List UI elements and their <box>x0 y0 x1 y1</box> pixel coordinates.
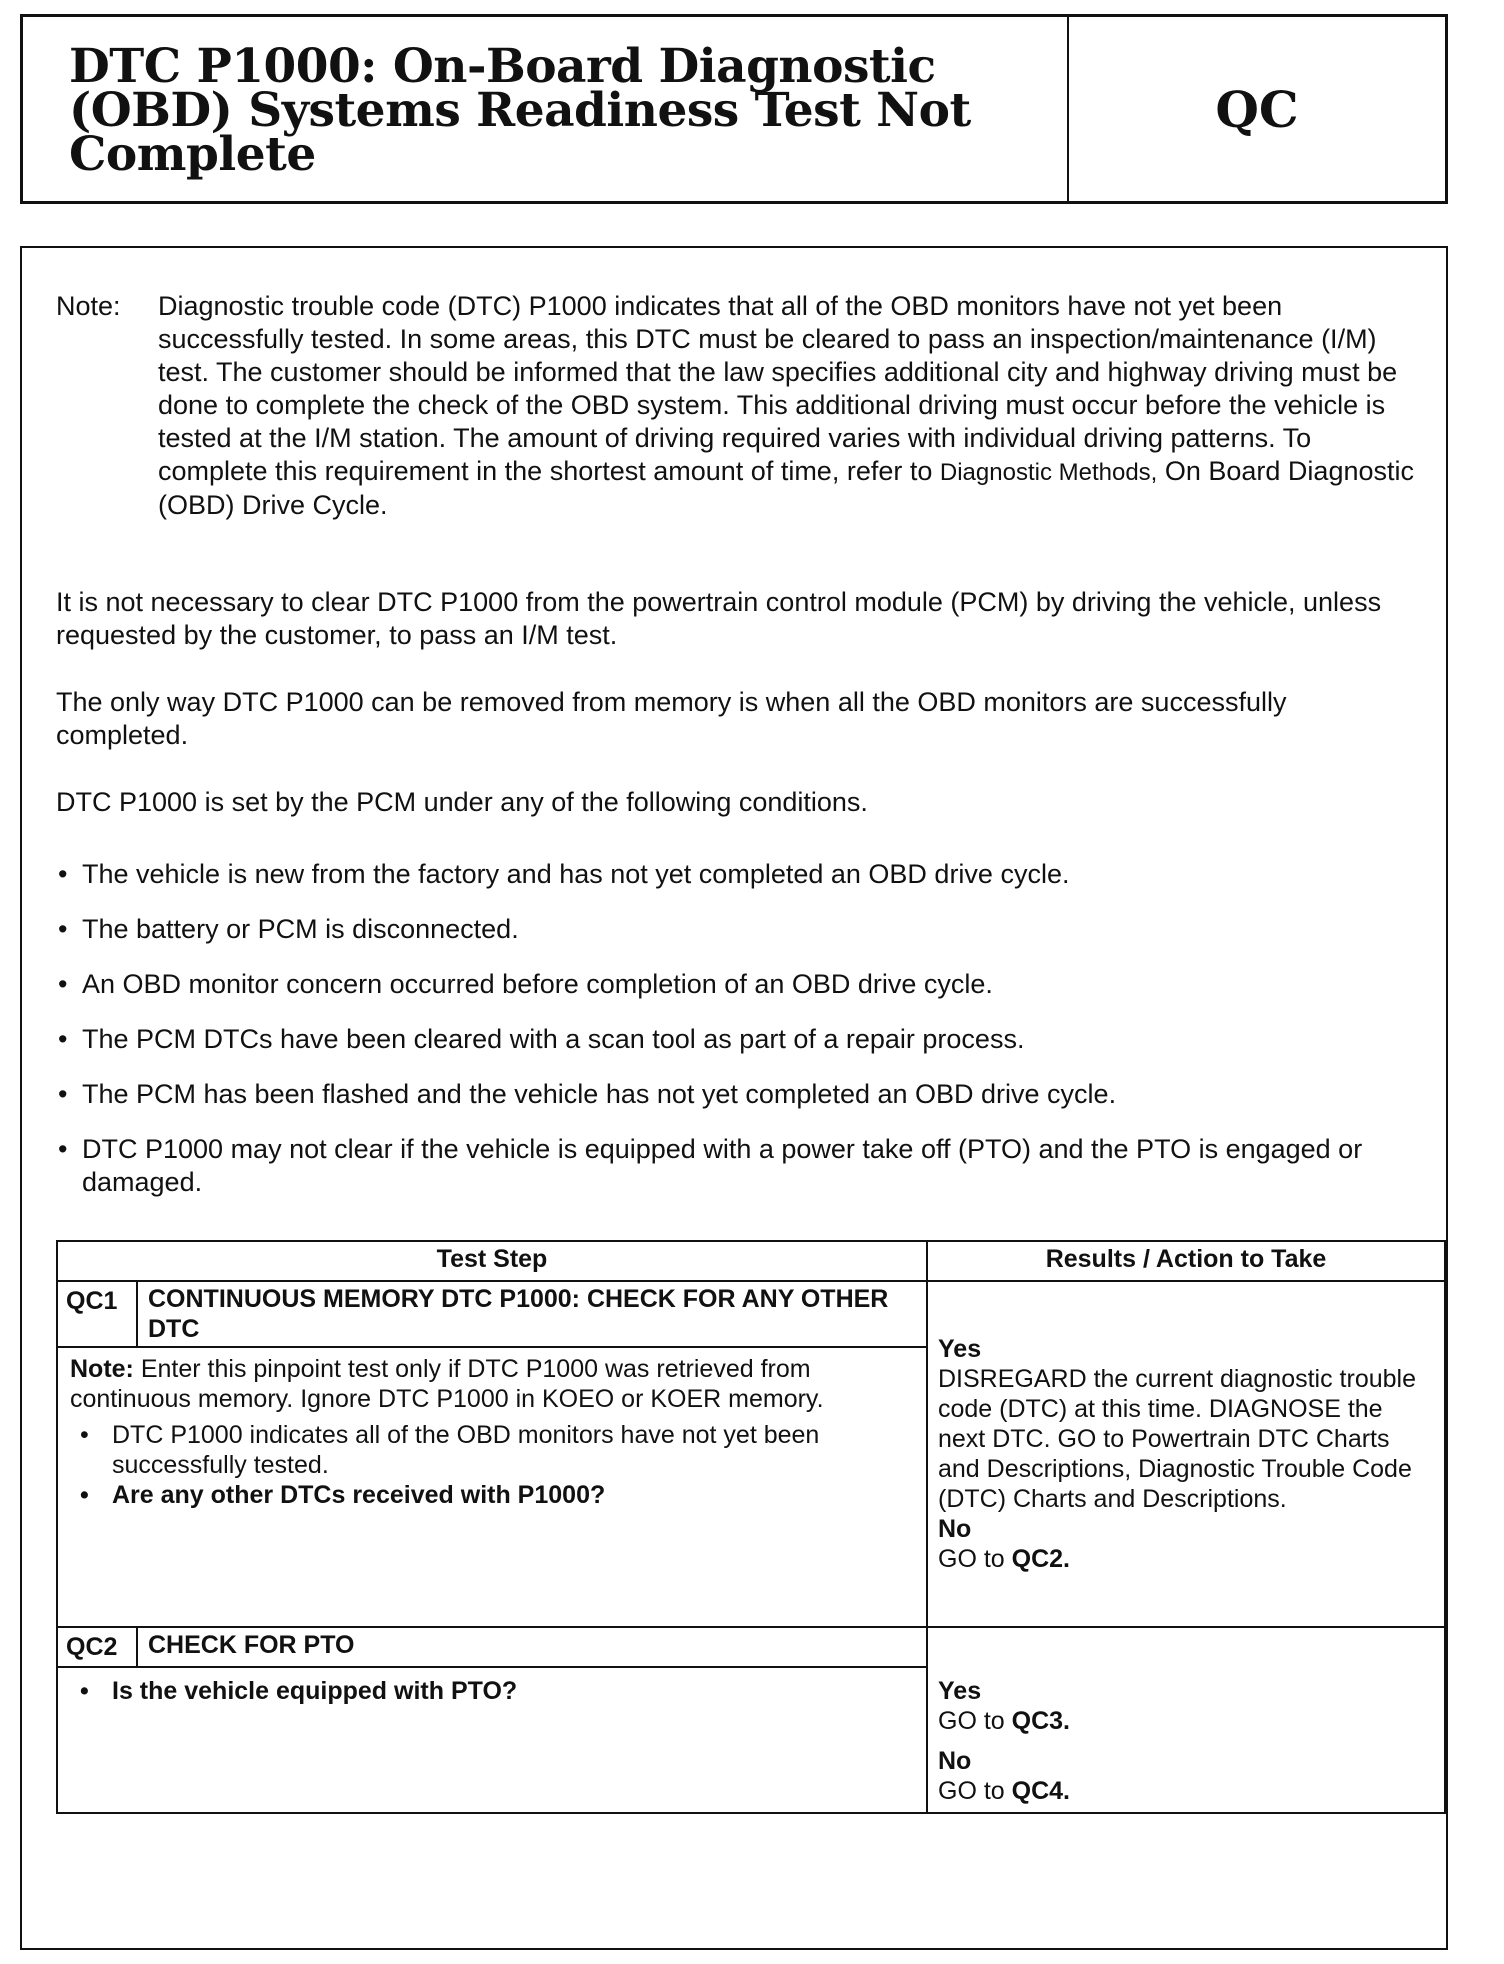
step-body <box>57 1347 927 1627</box>
yes-action: DISREGARD the current diagnostic trouble code (DTC) at this time. DIAGNOSE the next DTC. GO to Powertrain DTC Charts and Descriptions, Diagnostic Trouble Code (DTC) Charts and Descriptions. <box>938 1365 1416 1513</box>
list-item: • Are any other DTCs received with P1000? <box>80 1481 606 1509</box>
goto-link: QC2. <box>1011 1545 1070 1573</box>
step-results <box>927 1281 1445 1627</box>
paragraph-removal: The only way DTC P1000 can be removed from memory is when all the OBD monitors are successfully completed. <box>56 687 1287 750</box>
bullet-icon: • <box>80 1677 89 1705</box>
bullet-icon: • <box>58 969 68 999</box>
no-label: No <box>938 1747 972 1775</box>
list-item: • The battery or PCM is disconnected. <box>58 914 519 944</box>
bullet-icon: • <box>58 1024 68 1054</box>
bullet-icon: • <box>58 914 68 944</box>
step-id: QC1 <box>57 1281 137 1347</box>
goto-link: QC3. <box>1011 1707 1070 1735</box>
header-test-step: Test Step <box>57 1241 927 1281</box>
note-body: Diagnostic trouble code (DTC) P1000 indicates that all of the OBD monitors have not yet been successfully tested. In some areas, this DTC must be cleared to pass an inspection/maintenance (I/M) test. The customer should be informed that the law specifies additional city and highway driving must be done to complete the check of the OBD system. This additional driving must occur before the vehicle is tested at the I/M station. The amount of driving required varies with individual driving patterns. To complete this requirement in the shortest amount of time, refer to <box>158 291 1398 486</box>
bullet-icon: • <box>58 1079 68 1109</box>
step-bullets <box>70 1420 914 1510</box>
yes-label: Yes <box>938 1335 982 1363</box>
header-results: Results / Action to Take <box>927 1241 1445 1281</box>
list-item: • The vehicle is new from the factory and has not yet completed an OBD drive cycle. <box>58 859 1070 889</box>
list-item: • The PCM has been flashed and the vehicle has not yet completed an OBD drive cycle. <box>58 1079 1117 1109</box>
no-action: GO to QC4. <box>938 1777 1070 1805</box>
table-header-row <box>57 1241 1445 1281</box>
section-code: QC <box>1215 79 1299 139</box>
conditions-list <box>56 858 1436 1221</box>
list-item: • Is the vehicle equipped with PTO? <box>80 1677 518 1705</box>
paragraph-clear-dtc: It is not necessary to clear DTC P1000 from the powertrain control module (PCM) by driving the vehicle, unless requested by the customer, to pass an I/M test. <box>56 587 1382 650</box>
no-action: GO to QC2. <box>938 1545 1070 1573</box>
step-id: QC2 <box>57 1627 137 1667</box>
yes-label: Yes <box>938 1677 982 1705</box>
document-header <box>20 14 1448 204</box>
step-title: CHECK FOR PTO <box>137 1627 927 1667</box>
note-reference: Diagnostic Methods, <box>939 459 1158 486</box>
list-item: • The PCM DTCs have been cleared with a scan tool as part of a repair process. <box>58 1024 1025 1054</box>
bullet-icon: • <box>80 1481 89 1509</box>
step-title: CONTINUOUS MEMORY DTC P1000: CHECK FOR ANY OTHER DTC <box>137 1281 927 1347</box>
bullet-icon: • <box>58 859 68 889</box>
yes-action: GO to QC3. <box>938 1707 1070 1735</box>
test-step-table <box>56 1240 1446 1814</box>
list-item: • An OBD monitor concern occurred before completion of an OBD drive cycle. <box>58 969 993 999</box>
table-row <box>57 1281 1445 1347</box>
step-body <box>57 1667 927 1813</box>
table-row <box>57 1627 1445 1667</box>
goto-link: QC4. <box>1011 1777 1070 1805</box>
note-label: Note: <box>56 291 121 321</box>
page-title: DTC P1000: On-Board Diagnostic (OBD) Systems Readiness Test Not Complete <box>69 39 971 182</box>
bullet-icon: • <box>58 1134 68 1164</box>
list-item: • DTC P1000 indicates all of the OBD monitors have not yet been successfully tested. <box>80 1421 820 1479</box>
bullet-icon: • <box>80 1421 89 1449</box>
note-body-end: On Board Diagnostic (OBD) Drive Cycle. <box>158 456 1414 520</box>
step-bullets <box>70 1676 914 1706</box>
step-results <box>927 1627 1445 1813</box>
list-item: • DTC P1000 may not clear if the vehicle is equipped with a power take off (PTO) and the PTO is engaged or damaged. <box>58 1134 1363 1197</box>
content-box <box>20 246 1448 1950</box>
note-text <box>158 290 1426 522</box>
paragraph-conditions-intro: DTC P1000 is set by the PCM under any of the following conditions. <box>56 787 868 817</box>
no-label: No <box>938 1515 972 1543</box>
step-note: Note: Enter this pinpoint test only if DTC P1000 was retrieved from continuous memory. Ignore DTC P1000 in KOEO or KOER memory. <box>70 1355 824 1413</box>
